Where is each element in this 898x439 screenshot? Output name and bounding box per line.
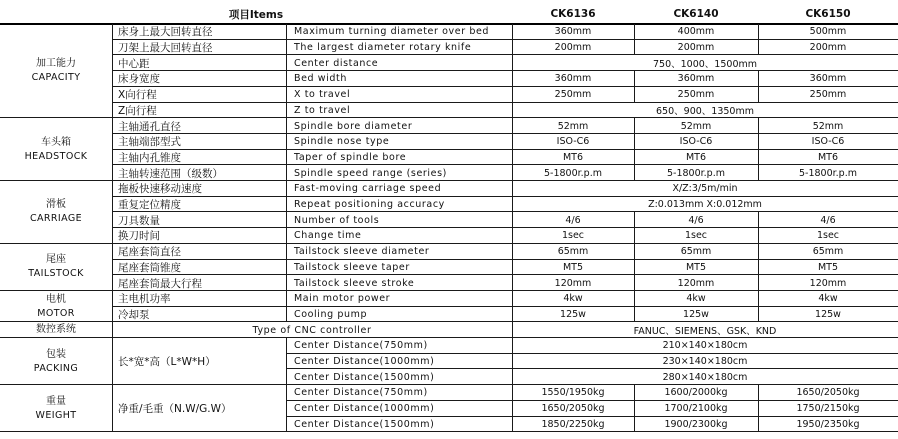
weight-center-distance: Center Distance(750mm) [294, 387, 428, 399]
row-divider [286, 416, 898, 417]
column-divider [758, 291, 759, 307]
spec-value-all-models: 650、900、1350mm [656, 106, 754, 118]
spec-value-ck6150: 52mm [812, 120, 844, 132]
weight-value-ck6136: 1650/2050kg [541, 403, 605, 415]
spec-label-cn: X向行程 [118, 89, 157, 102]
row-divider [112, 164, 898, 165]
spec-label-cn: 拖板快速移动速度 [118, 183, 202, 196]
spec-value-ck6136: 52mm [557, 120, 589, 132]
column-divider [634, 150, 635, 166]
row-divider [0, 384, 898, 385]
spec-value-all-models: 750、1000、1500mm [653, 59, 757, 71]
packing-center-distance: Center Distance(1500mm) [294, 371, 435, 383]
spec-value-ck6140: 5-1800r.p.m [666, 167, 725, 179]
column-divider [634, 40, 635, 56]
group-label-cn: 电机 [46, 293, 66, 305]
spec-label-cn: 重复定位精度 [118, 199, 181, 212]
row-divider [112, 39, 898, 40]
spec-value-ck6136: 65mm [557, 246, 589, 258]
spec-label-cn: 中心距 [118, 57, 150, 70]
spec-value-ck6150: 360mm [809, 73, 847, 85]
spec-label-cn: 刀架上最大回转直径 [118, 42, 213, 55]
column-divider [758, 417, 759, 433]
spec-value-ck6136: 4/6 [565, 214, 581, 226]
row-divider [112, 274, 898, 275]
spec-value-ck6136: 125w [560, 308, 586, 320]
packing-center-distance: Center Distance(1000mm) [294, 356, 435, 368]
weight-center-distance: Center Distance(1000mm) [294, 403, 435, 415]
weight-center-distance: Center Distance(1500mm) [294, 418, 435, 430]
column-divider [634, 260, 635, 276]
spec-value-ck6150: 500mm [809, 26, 847, 38]
group-label-cn: 包装 [46, 348, 66, 360]
spec-label-en: Repeat positioning accuracy [294, 199, 445, 211]
spec-label-en: Number of tools [294, 214, 380, 226]
column-divider [286, 24, 287, 322]
spec-value-ck6136: 360mm [554, 73, 592, 85]
spec-label-en: Change time [294, 230, 362, 242]
spec-value-ck6140: 120mm [677, 277, 715, 289]
spec-value-ck6150: 4/6 [820, 214, 836, 226]
weight-value-ck6150: 1950/2350kg [796, 418, 860, 430]
group-label-cn: 车头箱 [41, 136, 71, 148]
group-label-cn: 加工能力 [36, 58, 76, 70]
packing-center-distance: Center Distance(750mm) [294, 340, 428, 352]
column-divider [634, 228, 635, 244]
row-divider [112, 102, 898, 103]
packing-dimensions: 280×140×180cm [662, 371, 748, 383]
weight-value-ck6140: 1900/2300kg [664, 418, 728, 430]
column-divider [634, 118, 635, 134]
row-divider [112, 70, 898, 71]
spec-label-en: Main motor power [294, 293, 391, 305]
group-label-cn: 尾座 [46, 254, 66, 266]
spec-value-ck6140: 52mm [680, 120, 712, 132]
group-label-en: HEADSTOCK [24, 150, 88, 162]
spec-label-en: Spindle speed range (series) [294, 167, 447, 179]
row-divider [112, 196, 898, 197]
cnc-label-en: Type of CNC controller [252, 324, 372, 336]
model-header-ck6136: CK6136 [550, 8, 596, 20]
spec-value-all-models: Z:0.013mm X:0.012mm [648, 199, 762, 211]
column-divider [634, 24, 635, 40]
group-label-en: PACKING [33, 362, 79, 374]
spec-value-ck6150: MT6 [817, 151, 839, 163]
group-label [0, 322, 112, 338]
row-divider [112, 86, 898, 87]
row-divider [112, 306, 898, 307]
column-divider [286, 338, 287, 432]
column-divider [634, 244, 635, 260]
row-divider [286, 400, 898, 401]
row-divider [112, 133, 898, 134]
spec-value-ck6150: 250mm [809, 89, 847, 101]
spec-value-ck6150: 4kw [818, 293, 838, 305]
cnc-value: FANUC、SIEMENS、GSK、KND [633, 326, 777, 338]
weight-label: 净重/毛重（N.W/G.W） [118, 403, 232, 416]
items-header: 项目Items [228, 8, 284, 21]
spec-label-cn: 刀具数量 [118, 214, 160, 227]
column-divider [634, 275, 635, 291]
spec-value-ck6140: 65mm [680, 246, 712, 258]
spec-label-en: Fast-moving carriage speed [294, 183, 442, 195]
spec-value-ck6136: ISO-C6 [556, 136, 590, 148]
spec-label-cn: 主轴转速范围（级数） [118, 167, 223, 180]
group-label-en: MOTOR [37, 307, 75, 319]
group-label-cn: 滑板 [46, 199, 66, 211]
row-divider [112, 149, 898, 150]
column-divider [634, 291, 635, 307]
spec-value-ck6136: 360mm [554, 26, 592, 38]
column-divider [758, 87, 759, 103]
column-divider [634, 385, 635, 401]
column-divider [758, 385, 759, 401]
spec-value-ck6150: 5-1800r.p.m [798, 167, 857, 179]
group-label [0, 385, 112, 432]
spec-label-en: Cooling pump [294, 308, 368, 320]
spec-label-en: Center distance [294, 57, 379, 69]
group-label [0, 244, 112, 291]
column-divider [634, 71, 635, 87]
column-divider [758, 401, 759, 417]
group-label-cn: 重量 [46, 395, 66, 407]
spec-value-ck6150: 65mm [812, 246, 844, 258]
group-label [0, 118, 112, 181]
row-divider [0, 180, 898, 181]
column-divider [758, 134, 759, 150]
spec-label-en: Bed width [294, 73, 347, 85]
packing-label: 长*宽*高（L*W*H） [118, 356, 216, 369]
group-label-en: CARRIAGE [29, 213, 83, 225]
weight-value-ck6136: 1850/2250kg [541, 418, 605, 430]
model-header-ck6140: CK6140 [673, 8, 719, 20]
packing-dimensions: 230×140×180cm [662, 356, 748, 368]
spec-label-cn: 主电机功率 [118, 293, 171, 306]
weight-value-ck6150: 1750/2150kg [796, 403, 860, 415]
spec-value-ck6140: MT6 [685, 151, 707, 163]
column-divider [758, 118, 759, 134]
column-divider [758, 244, 759, 260]
column-divider [634, 87, 635, 103]
column-divider [758, 165, 759, 181]
row-divider [112, 259, 898, 260]
spec-value-ck6150: ISO-C6 [811, 136, 845, 148]
spec-value-ck6150: MT5 [817, 261, 839, 273]
group-label-en: WEIGHT [35, 409, 77, 421]
column-divider [634, 417, 635, 433]
row-divider [0, 431, 898, 432]
group-label [0, 291, 112, 322]
weight-value-ck6140: 1700/2100kg [664, 403, 728, 415]
spec-value-ck6140: MT5 [685, 261, 707, 273]
spec-label-cn: 主轴通孔直径 [118, 120, 181, 133]
column-divider [758, 24, 759, 40]
column-divider [634, 401, 635, 417]
spec-value-ck6140: ISO-C6 [679, 136, 713, 148]
spec-value-ck6150: 1sec [816, 230, 840, 242]
spec-value-ck6136: MT6 [562, 151, 584, 163]
row-divider [286, 353, 898, 354]
group-label-en: CAPACITY [31, 72, 81, 84]
row-divider [0, 321, 898, 322]
spec-label-en: Z to travel [294, 104, 351, 116]
model-header-ck6150: CK6150 [805, 8, 851, 20]
spec-label-en: The largest diameter rotary knife [294, 42, 472, 54]
spec-label-en: Maximum turning diameter over bed [294, 26, 490, 38]
spec-label-cn: 床身上最大回转直径 [118, 26, 213, 39]
row-divider [0, 117, 898, 118]
column-divider [758, 40, 759, 56]
column-divider [634, 307, 635, 323]
spec-label-cn: 尾座套筒直径 [118, 246, 181, 259]
group-label [0, 338, 112, 385]
column-divider [634, 134, 635, 150]
spec-label-cn: 换刀时间 [118, 230, 160, 243]
column-divider [758, 260, 759, 276]
spec-label-en: Spindle bore diameter [294, 120, 413, 132]
spec-label-en: Spindle nose type [294, 136, 390, 148]
column-divider [112, 24, 113, 432]
spec-value-ck6136: 250mm [554, 89, 592, 101]
column-divider [758, 228, 759, 244]
spec-label-cn: 冷却泵 [118, 308, 150, 321]
column-divider [758, 71, 759, 87]
spec-label-cn: Z向行程 [118, 104, 157, 117]
spec-value-ck6136: 5-1800r.p.m [543, 167, 602, 179]
spec-value-ck6150: 200mm [809, 42, 847, 54]
column-divider [634, 212, 635, 228]
spec-label-en: Tailstock sleeve diameter [294, 246, 430, 258]
spec-value-ck6136: 4kw [563, 293, 583, 305]
spec-value-ck6136: 1sec [561, 230, 585, 242]
spec-value-ck6140: 4kw [686, 293, 706, 305]
spec-label-cn: 床身宽度 [118, 73, 160, 86]
row-divider [0, 243, 898, 244]
spec-value-ck6136: MT5 [562, 261, 584, 273]
row-divider [112, 227, 898, 228]
spec-value-ck6136: 120mm [554, 277, 592, 289]
spec-value-ck6140: 250mm [677, 89, 715, 101]
spec-label-en: Taper of spindle bore [294, 151, 407, 163]
spec-value-ck6140: 400mm [677, 26, 715, 38]
column-divider [758, 150, 759, 166]
spec-label-cn: 尾座套筒最大行程 [118, 277, 202, 290]
column-divider [512, 24, 513, 432]
group-label [0, 181, 112, 244]
spec-value-ck6140: 1sec [684, 230, 708, 242]
column-divider [758, 212, 759, 228]
group-label [0, 24, 112, 118]
group-label-en: TAILSTOCK [28, 268, 84, 280]
row-divider [0, 290, 898, 291]
spec-value-ck6136: 200mm [554, 42, 592, 54]
weight-value-ck6136: 1550/1950kg [541, 387, 605, 399]
group-label-cn: 数控系统 [36, 324, 76, 336]
spec-value-all-models: X/Z:3/5m/min [672, 183, 738, 195]
packing-dimensions: 210×140×180cm [662, 340, 748, 352]
row-divider [286, 368, 898, 369]
spec-label-cn: 主轴内孔锥度 [118, 151, 181, 164]
spec-label-en: X to travel [294, 89, 351, 101]
row-divider [0, 337, 898, 338]
spec-value-ck6140: 125w [683, 308, 709, 320]
spec-value-ck6150: 125w [815, 308, 841, 320]
column-divider [758, 307, 759, 323]
weight-value-ck6150: 1650/2050kg [796, 387, 860, 399]
weight-value-ck6140: 1600/2000kg [664, 387, 728, 399]
row-divider [112, 54, 898, 55]
spec-value-ck6140: 4/6 [688, 214, 704, 226]
spec-label-cn: 尾座套筒锥度 [118, 261, 181, 274]
spec-value-ck6140: 360mm [677, 73, 715, 85]
spec-label-en: Tailstock sleeve taper [294, 261, 410, 273]
spec-label-cn: 主轴端部型式 [118, 136, 181, 149]
spec-value-ck6140: 200mm [677, 42, 715, 54]
spec-value-ck6150: 120mm [809, 277, 847, 289]
row-divider [112, 211, 898, 212]
spec-label-en: Tailstock sleeve stroke [294, 277, 415, 289]
column-divider [634, 165, 635, 181]
column-divider [758, 275, 759, 291]
